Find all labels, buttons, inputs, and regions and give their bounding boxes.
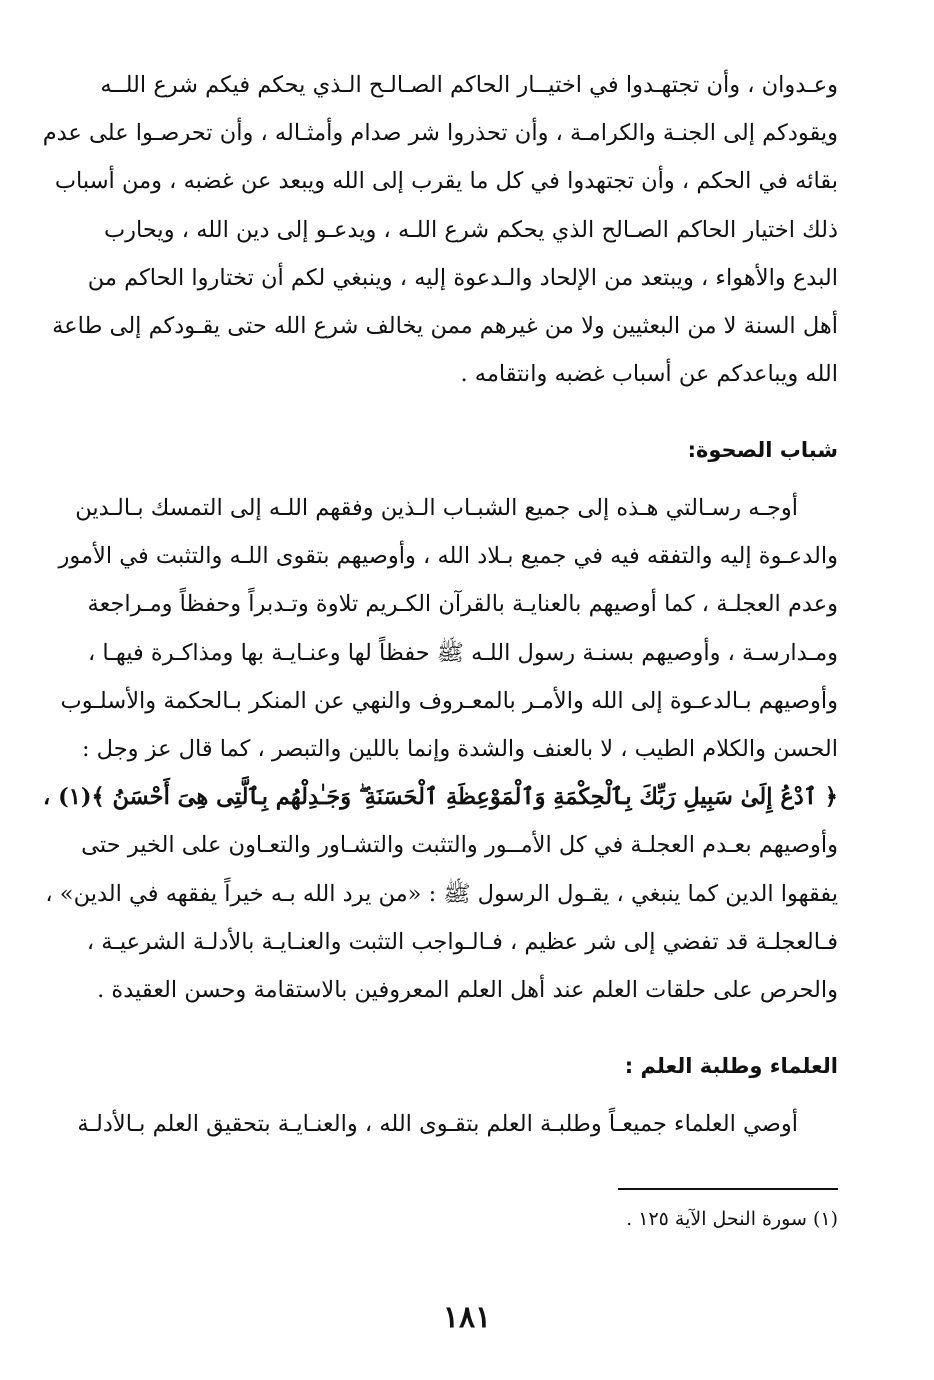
- paragraph-line: وعدم العجلـة ، كما أوصيهم بالعنايـة بالقرآن الكـريم تلاوة وتـدبراً وحفظاً ومـراجعة: [87, 591, 838, 618]
- paragraph-line: فـالعجلـة قد تفضي إلى شر عظيم ، فـالـواجب التثبت والعنـايـة بالأدلـة الشرعيـة ،: [86, 928, 838, 955]
- paragraph-line: البدع والأهواء ، ويبتعد من الإلحاد والـدعوة إليه ، وينبغي لكم أن تختاروا الحاكم من: [87, 264, 838, 291]
- paragraph-2: [42, 484, 838, 1014]
- paragraph-line: وأوصيهم بعـدم العجلـة في كل الأمــور والتثبت والتشـاور والتعـاون على الخير حتى: [81, 832, 838, 859]
- paragraph-line: أهل السنة لا من البعثيين ولا من غيرهم ممن يخالف شرع الله حتى يقـودكم إلى طاعة: [52, 312, 838, 339]
- paragraph-line: ومـدارسـة ، وأوصيهم بسنـة رسول اللـه ﷺ حفظاً لها وعنـايـة بها ومذاكـرة فيهـا ،: [88, 639, 838, 666]
- paragraph-line: والحرص على حلقات العلم عند أهل العلم المعروفين بالاستقامة وحسن العقيدة .: [97, 976, 838, 1003]
- paragraph-line: الحسن والكلام الطيب ، لا بالعنف والشدة وإنما باللين والتبصر ، كما قال عز وجل :: [81, 735, 838, 762]
- paragraph-line: يفقهوا الدين كما ينبغي ، يقـول الرسول ﷺ : «من يرد الله بـه خيراً يفقهه في الدين» ،: [45, 880, 838, 907]
- paragraph-line: ويقودكم إلى الجنـة والكرامـة ، وأن تحذروا شر صدام وأمثـاله ، وأن تحرصـوا على عدم: [42, 120, 838, 147]
- paragraph-line: وأوصيهم بـالدعـوة إلى الله والأمـر بالمعـروف والنهي عن المنكر بـالحكمة والأسلـوب: [60, 687, 838, 714]
- paragraph-line: الله ويباعدكم عن أسباب غضبه وانتقامه .: [460, 361, 838, 388]
- paragraph-line: أوجـه رسـالتي هـذه إلى جميع الشبـاب الـذين وفقهم اللـه إلى التمسك بـالـدين: [75, 495, 798, 521]
- paragraph-1: [42, 61, 838, 398]
- paragraph-3: [77, 1100, 838, 1148]
- footnote-divider: [618, 1188, 838, 1190]
- paragraph-line: والدعـوة إليه والتفقه فيه في جميع بـلاد الله ، وأوصيهم بتقوى اللـه والتثبت في الأمور: [58, 543, 838, 570]
- section-heading-scholars: العلماء وطلبة العلم :: [624, 1054, 838, 1078]
- paragraph-line: أوصي العلماء جميعـاً وطلبـة العلم بتقـوى الله ، والعنـايـة بتحقيق العلم بـالأدلـة: [77, 1111, 798, 1137]
- section-heading-awakening-youth: شباب الصحوة:: [687, 438, 838, 462]
- paragraph-line: ذلك اختيار الحاكم الصـالح الذي يحكم شرع اللـه ، ويدعـو إلى دين الله ، ويحارب: [104, 216, 838, 243]
- quran-verse-line: ﴿ ٱدْعُ إِلَىٰ سَبِيلِ رَبِّكَ بِٱلْحِكْمَةِ وَٱلْمَوْعِظَةِ ٱلْحَسَنَةِ ۖ وَجَـٰدِلْهُم بِٱلَّتِى هِىَ أَحْسَنُ ﴾(١) ،: [42, 784, 838, 811]
- page-number: ١٨١: [442, 1300, 492, 1335]
- paragraph-line: بقائه في الحكم ، وأن تجتهدوا في كل ما يقرب إلى الله ويبعد عن غضبه ، ومن أسباب: [54, 168, 838, 195]
- paragraph-line: وعـدوان ، وأن تجتهـدوا في اختيــار الحاكم الصـالـح الـذي يحكم فيكم شرع اللــه: [100, 72, 838, 98]
- footnote: (١) سورة النحل الآية ١٢٥ .: [626, 1208, 838, 1230]
